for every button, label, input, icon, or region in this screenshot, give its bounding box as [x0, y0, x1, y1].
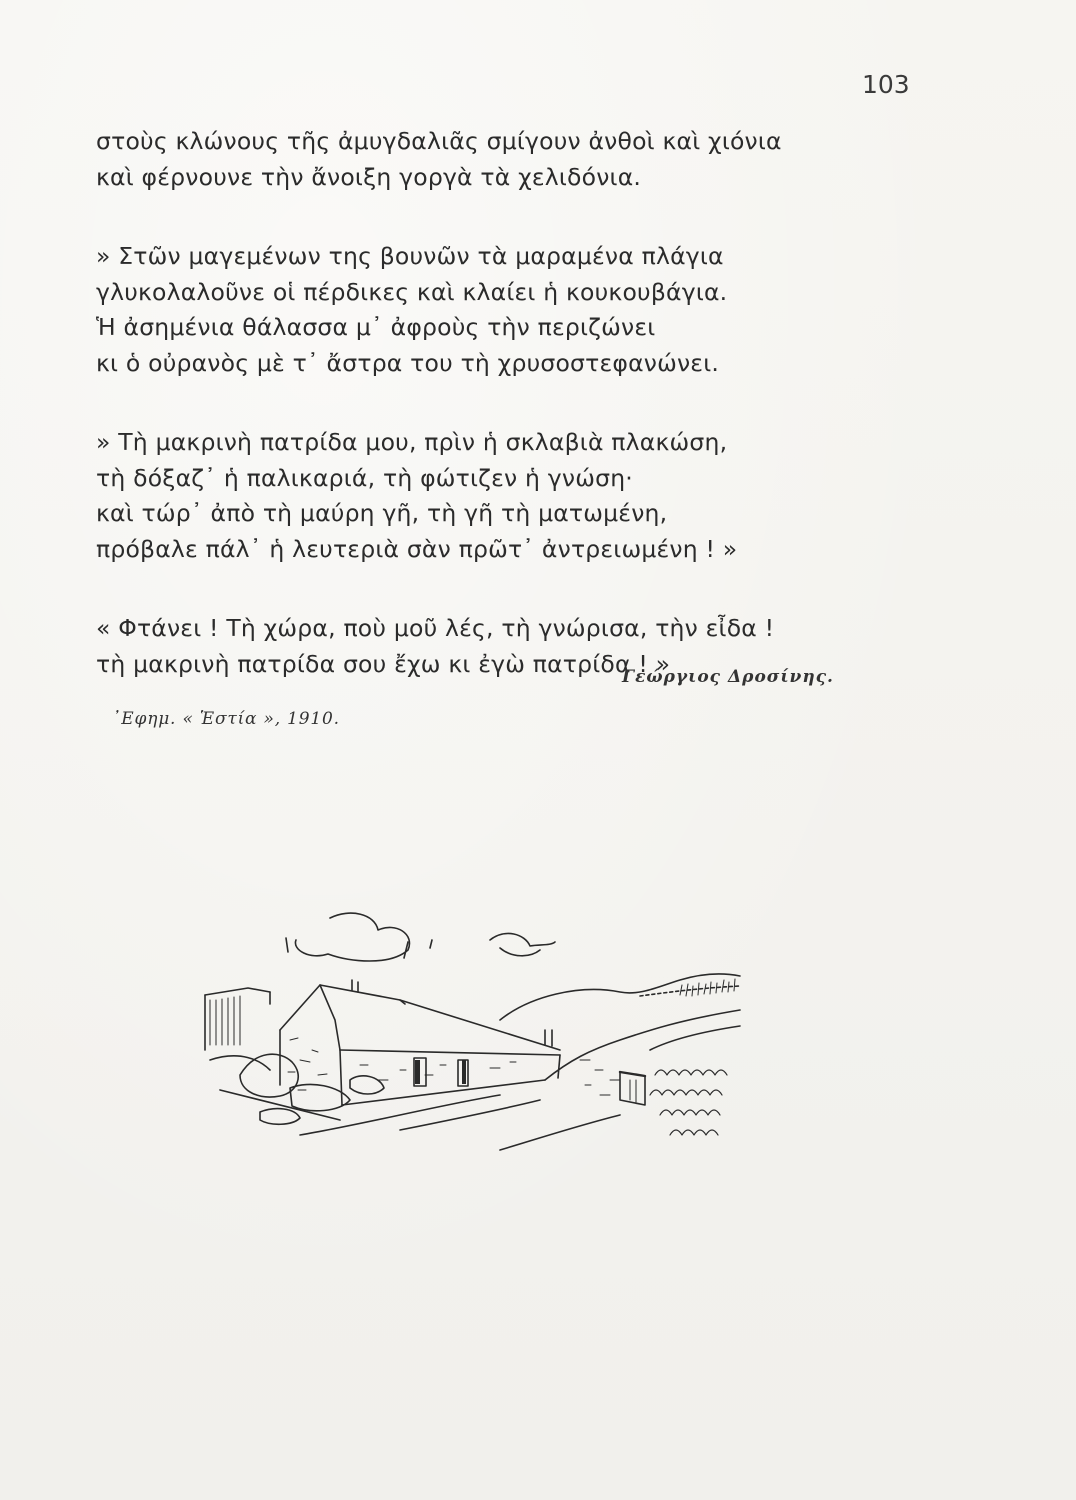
poem-line: « Φτάνει ! Τὴ χώρα, ποὺ μοῦ λές, τὴ γνώρισα, τὴν εἶδα ! [96, 614, 775, 642]
poem-line: στοὺς κλώνους τῆς ἀμυγδαλιᾶς σμίγουν ἀνθοὶ καὶ χιόνια [96, 127, 782, 155]
poem-line: Ἡ ἀσημένια θάλασσα μ᾽ ἀφροὺς τὴν περιζώνει [96, 313, 656, 341]
poem-line: πρόβαλε πάλ᾽ ἡ λευτεριὰ σὰν πρῶτ᾽ ἀντρειωμένη ! » [96, 534, 738, 563]
poem-line: κι ὁ οὐρανὸς μὲ τ᾽ ἄστρα του τὴ χρυσοστεφανώνει. [96, 348, 720, 377]
poem-line: καὶ φέρνουνε τὴν ἄνοιξη γοργὰ τὰ χελιδόνια. [96, 162, 642, 191]
page-number: 103 [862, 70, 910, 99]
poem-line: καὶ τώρ᾽ ἀπὸ τὴ μαύρη γῆ, τὴ γῆ τὴ ματωμένη, [96, 499, 668, 527]
stanza-3 [96, 425, 916, 567]
poem-line: γλυκολαλοῦνε οἱ πέρδικες καὶ κλαίει ἡ κουκουβάγια. [96, 277, 728, 306]
poem [96, 124, 916, 726]
village-house-illustration [200, 900, 760, 1160]
poem-line: τὴ δόξαζ᾽ ἡ παλικαριά, τὴ φώτιζεν ἡ γνώση· [96, 463, 633, 492]
author-signature: Γεώργιος Δροσίνης. [622, 667, 834, 687]
poem-line: » Στῶν μαγεμένων της βουνῶν τὰ μαραμένα πλάγια [96, 242, 724, 270]
poem-line: τὴ μακρινὴ πατρίδα σου ἔχω κι ἐγὼ πατρίδα ! » [96, 649, 671, 678]
stanza-1 [96, 124, 916, 195]
source-citation: ᾽Εφημ. « Ἑστία », 1910. [112, 709, 340, 729]
stanza-2 [96, 239, 916, 381]
poem-line: » Τὴ μακρινὴ πατρίδα μου, πρὶν ἡ σκλαβιὰ πλακώση, [96, 428, 728, 456]
